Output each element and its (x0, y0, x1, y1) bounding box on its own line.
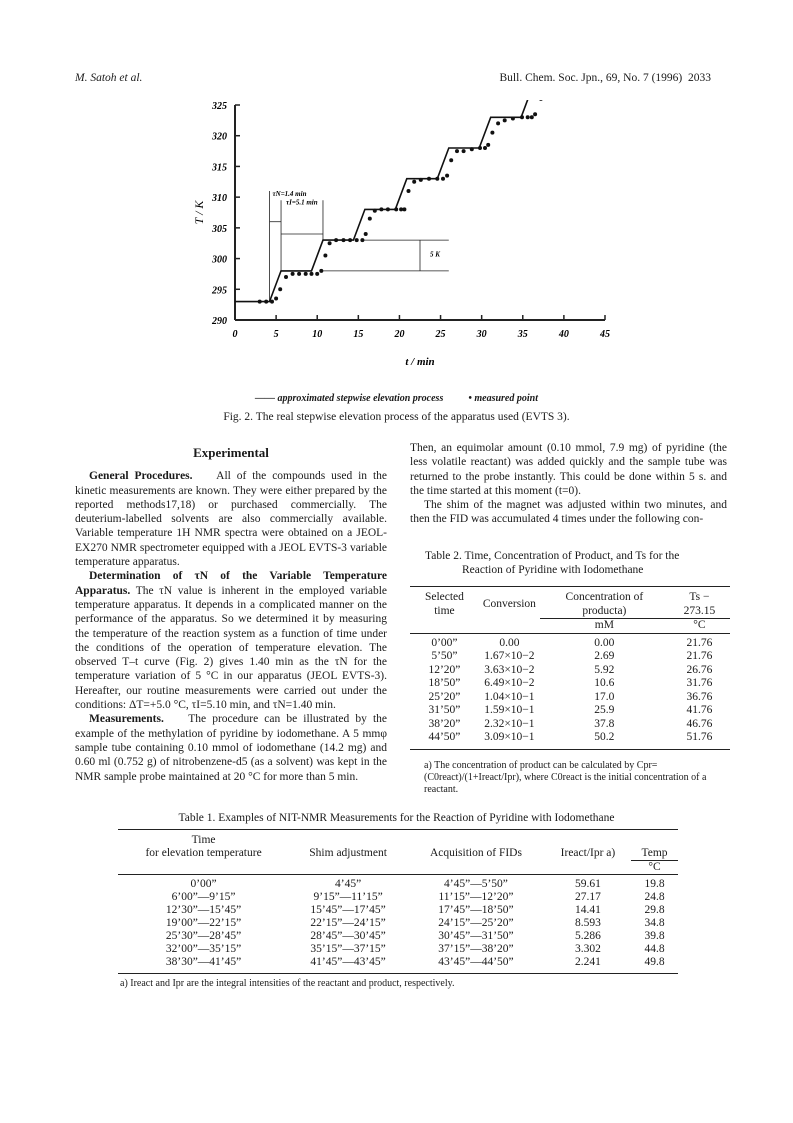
table1-cell: 39.8 (644, 929, 665, 942)
table1-cell: 14.41 (575, 903, 601, 916)
y-tick-label: 315 (212, 162, 227, 174)
y-tick-label: 305 (212, 223, 227, 235)
table2-caption (425, 549, 725, 577)
table2 (410, 586, 730, 796)
table2-cell: 3.63×10−2 (484, 663, 535, 676)
table2-cell: 31’50” (428, 704, 461, 716)
table2-cell: 18’50” (428, 677, 461, 689)
table1-cell: 41’45”—43’45” (310, 955, 386, 968)
table1 (118, 829, 678, 990)
x-tick-label: 35 (517, 329, 528, 340)
table1-cell: 8.593 (575, 916, 601, 929)
x-tick-label: 40 (558, 329, 569, 340)
table2-cell: 12’20” (428, 663, 461, 676)
x-tick-label: 15 (353, 329, 364, 340)
table1-cell: 9’15”—11’15” (313, 890, 383, 903)
table1-row (118, 904, 678, 917)
running-header-journal (500, 72, 711, 84)
measured-point (530, 115, 534, 119)
table2-row (410, 718, 730, 732)
table2-cell: 17.0 (594, 690, 615, 703)
table2-header-cell: Conversion (482, 598, 536, 610)
table1-footnote: a) Ireact and Ipr are the integral intensities of the reactant and product, respectively. (120, 977, 455, 989)
table1-cell: 4’45”—5’50” (444, 877, 508, 890)
table2-row (410, 633, 730, 650)
table1-cell: 37’15”—38’20” (438, 942, 514, 955)
table2-cell: 5.92 (594, 663, 615, 676)
y-tick-label: 320 (212, 131, 227, 143)
table1-cell: 44.8 (644, 942, 665, 955)
measured-point (360, 238, 364, 242)
measured-point (462, 149, 466, 153)
table1-cell: 5.286 (575, 929, 601, 942)
table1-header-time-2: for elevation temperature (145, 847, 262, 859)
table1-cell: 28’45”—30’45” (310, 929, 386, 942)
table2-cell: 1.04×10−1 (484, 690, 535, 703)
table2-footnote: a) The concentration of product can be calculated by Cpr=(C0react)/(1+Ireact/Ipr), where C0react is the initial concentration of a reactant. (424, 759, 707, 795)
table1-cell: 24’15”—25’20” (438, 916, 514, 929)
table2-cell: 6.49×10−2 (484, 677, 535, 689)
x-tick-label: 0 (232, 329, 238, 340)
table1-header-time-1: Time (191, 834, 216, 846)
measured-point (490, 131, 494, 135)
x-axis-label: t / min (405, 356, 435, 365)
table1-row (118, 956, 678, 969)
page-number: 2033 (688, 72, 711, 84)
table2-header-cell: Ts − 273.15 (683, 591, 716, 617)
table2-cell: 0.00 (594, 636, 615, 649)
table2-cell: 1.59×10−1 (484, 704, 535, 716)
measured-point (386, 207, 390, 211)
measured-point (445, 174, 449, 178)
measured-point (449, 158, 453, 162)
table2-cell: 25.9 (594, 704, 615, 716)
table2-cell: 41.76 (686, 704, 713, 716)
table1-unit-cell: °C (631, 860, 678, 874)
paragraph-head: Determination of τN of the Variable Temperature Apparatus. (75, 570, 387, 597)
measured-point (402, 207, 406, 211)
table1-unit-row (118, 860, 678, 874)
table1-header-fid: Acquisition of FIDs (429, 847, 522, 859)
table1-cell: 29.8 (644, 903, 665, 916)
table1-header-time (118, 830, 289, 861)
table1-cell: 25’30”—28’45” (165, 929, 242, 942)
right-column (410, 441, 727, 527)
table2-cell: 37.8 (594, 717, 615, 730)
x-tick-label: 45 (600, 329, 610, 340)
delta-label: 5 K (430, 250, 440, 259)
table1-cell: 22’15”—24’15” (310, 916, 386, 929)
measured-point (503, 118, 507, 122)
table1-cell: 6’00”—9’15” (171, 890, 236, 903)
measured-point (470, 147, 474, 151)
table1-header-row (118, 830, 678, 861)
paragraph-continued: Then, an equimolar amount (0.10 mmol, 7.9 mg) of pyridine (the less volatile reactant) was added quickly and the sample tube was returned to the probe instantly. This could be done within 5 s. and the time started at this moment (t=0). (410, 442, 727, 497)
paragraph-body: All of the compounds used in the kinetic measurements are known. They were either prepared by the reported methods17,18) or purchased commercially. The deuterium-labelled solvents are also commercially available. Variable temperature 1H NMR spectra were obtained on a JEOL-EX270 NMR spectrometer equipped with a JEOL EVTS-3 variable temperature apparatus. (75, 470, 387, 569)
x-tick-label: 25 (435, 329, 446, 340)
table2-header-row (410, 587, 730, 619)
measured-point (323, 254, 327, 258)
x-tick-label: 30 (476, 329, 487, 340)
measured-point (486, 143, 490, 147)
y-tick-label: 295 (212, 285, 227, 297)
table2-cell: 1.67×10−2 (484, 650, 535, 662)
legend-line-label: approximated stepwise elevation process (277, 393, 444, 404)
measured-point (419, 178, 423, 182)
table1-row (118, 930, 678, 943)
chart-annotations (270, 190, 449, 302)
table2-cell: 38’20” (428, 717, 461, 730)
measured-point (348, 238, 352, 242)
table2-header-cell: Selected time (424, 591, 464, 617)
table1-cell: 32’00”—35’15” (165, 942, 242, 955)
table1-cell: 35’15”—37’15” (310, 942, 386, 955)
table2-cell: 21.76 (686, 650, 713, 662)
figure-legend (0, 393, 793, 404)
measured-point (274, 297, 278, 301)
measured-point (394, 207, 398, 211)
table2-cell: 21.76 (686, 636, 713, 649)
table2-cell: 25’20” (428, 690, 461, 703)
measured-point (539, 97, 543, 101)
table1-cell: 17’45”—18’50” (438, 903, 514, 916)
table2-cell: 5’50” (431, 650, 458, 662)
measured-point (328, 241, 332, 245)
running-header-authors: M. Satoh et al. (75, 72, 143, 84)
table1-cell: 2.241 (575, 955, 601, 968)
table2-unit-cell: mM (540, 619, 669, 634)
table1-row (118, 917, 678, 930)
measured-point (526, 115, 530, 119)
table2-header-cell: Concentration of producta) (565, 591, 644, 617)
measured-point (373, 209, 377, 213)
measured-point (435, 177, 439, 181)
measured-point (364, 232, 368, 236)
table2-cell: 2.32×10−1 (484, 717, 535, 730)
measured-point (304, 272, 308, 276)
table2-cell: 31.76 (686, 677, 713, 689)
table1-cell: 30’45”—31’50” (438, 929, 514, 942)
table2-row (410, 677, 730, 691)
table1-cell: 34.8 (644, 916, 665, 929)
measured-point (258, 300, 262, 304)
measured-point (342, 238, 346, 242)
measured-point (441, 177, 445, 181)
measured-point (511, 117, 515, 121)
legend-line-swatch: —— (255, 393, 276, 404)
table1-row (118, 891, 678, 904)
measured-point (368, 217, 372, 221)
table2-row (410, 731, 730, 745)
figure-caption: Fig. 2. The real stepwise elevation process of the apparatus used (EVTS 3). (223, 411, 570, 423)
measured-point (478, 146, 482, 150)
table2-unit-cell: °C (669, 619, 730, 634)
tau-i-label: τI=5.1 min (286, 198, 318, 207)
y-tick-label: 290 (212, 316, 227, 327)
table1-caption: Table 1. Examples of NIT-NMR Measurements for the Reaction of Pyridine with Iodomethane (178, 812, 615, 824)
table1-cell: 11’15”—12’20” (438, 890, 514, 903)
table2-row (410, 664, 730, 678)
table1-cell: 15’45”—17’45” (310, 903, 386, 916)
table1-cell: 38’30”—41’45” (165, 955, 242, 968)
table1-header-ratio: Ireact/Ipr a) (560, 847, 616, 859)
measured-point (407, 189, 411, 193)
section-title: Experimental (193, 445, 269, 460)
table1-cell: 49.8 (644, 955, 665, 968)
temperature-time-chart (175, 90, 630, 365)
legend-point-swatch: • (468, 393, 472, 404)
table2-unit-row (410, 619, 730, 634)
table2-cell: 10.6 (594, 677, 615, 689)
table2-cell: 2.69 (594, 650, 615, 662)
paragraph-body: The procedure can be illustrated by the example of the methylation of pyridine by iodomethane. A 5 mmφ sample tube containing 0.10 mmol of iodomethane (14.2 mg) and 0.60 ml (0.752 g) of nitrobenzene-d5 (as a solvent) was kept in the NMR sample probe maintained at 20 °C for more than 5 min. (75, 713, 388, 783)
tau-n-label: τN=1.4 min (272, 189, 307, 198)
table1-cell: 19.8 (644, 877, 665, 890)
left-column (75, 446, 387, 784)
measured-point (291, 272, 295, 276)
table1-cell: 59.61 (575, 877, 601, 890)
y-tick-label: 310 (212, 193, 227, 205)
measured-point (545, 90, 549, 92)
table1-row (118, 874, 678, 891)
measured-point (334, 238, 338, 242)
measured-point (455, 149, 459, 153)
measured-point (355, 238, 359, 242)
table2-cell: 44’50” (428, 731, 461, 743)
table1-header-shim: Shim adjustment (309, 847, 387, 859)
table1-cell: 19’00”—22’15” (165, 916, 242, 929)
paragraph-shim: The shim of the magnet was adjusted within two minutes, and then the FID was accumulated 4 times under the following con- (410, 499, 727, 526)
table2-caption-line1: Table 2. Time, Concentration of Product, and Ts for the (425, 550, 680, 562)
paragraph-body: The τN value is inherent in the employed variable temperature apparatus. It depends in a complicated manner on the performance of the apparatus. So we determined it by measuring the temperature of the reaction system as a function of time under the conditions of the operation of temperature elevation. The observed T–t curve (Fig. 2) gives 1.40 min as the τN for the temperature variation of 5 °C in our apparatus (JEOL EVTS-3). Hereafter, our routine measurements were carried out under the conditions: ΔT=+5.0 °C, τI=5.10 min, and τN=1.40 min. (75, 584, 387, 712)
table2-cell: 0’00” (431, 636, 458, 649)
measured-point (315, 272, 319, 276)
table1-cell: 24.8 (644, 890, 665, 903)
paragraph-head: Measurements. (89, 713, 164, 726)
paragraph-head: General Procedures. (89, 470, 193, 483)
table2-cell: 50.2 (594, 731, 615, 743)
table1-cell: 3.302 (575, 942, 601, 955)
table2-row (410, 650, 730, 664)
measured-point (533, 112, 537, 116)
table1-cell: 4’45” (335, 877, 362, 890)
journal-citation: Bull. Chem. Soc. Jpn., 69, No. 7 (1996) (499, 72, 683, 84)
x-tick-label: 5 (273, 329, 279, 340)
table2-row (410, 691, 730, 705)
x-tick-label: 10 (312, 329, 323, 340)
table2-cell: 3.09×10−1 (484, 731, 535, 743)
chart-axes (192, 101, 610, 365)
paragraph-determination (75, 569, 387, 712)
table2-cell: 36.76 (686, 690, 713, 703)
measured-point (483, 146, 487, 150)
measured-point (427, 177, 431, 181)
table2-row (410, 704, 730, 718)
table1-header-temp: Temp (641, 846, 668, 859)
measured-point (319, 269, 323, 273)
table2-cell: 51.76 (686, 731, 713, 743)
table1-cell: 43’45”—44’50” (438, 955, 514, 968)
measured-point (284, 275, 288, 279)
measured-point (297, 272, 301, 276)
measured-point (270, 300, 274, 304)
paragraph-measurements (75, 712, 387, 783)
measured-point (264, 300, 268, 304)
legend-point-label: measured point (474, 393, 538, 404)
table2-cell: 0.00 (499, 636, 520, 649)
measured-point (412, 180, 416, 184)
table1-cell: 0’00” (190, 877, 217, 890)
table1-cell: 12’30”—15’45” (165, 903, 242, 916)
x-tick-label: 20 (394, 329, 405, 340)
measured-point (496, 121, 500, 125)
table2-caption-line2: Reaction of Pyridine with Iodomethane (462, 564, 644, 576)
measured-point (379, 207, 383, 211)
measured-point (310, 272, 314, 276)
table2-cell: 26.76 (686, 663, 713, 676)
measured-point (278, 287, 282, 291)
measured-point (520, 115, 524, 119)
table1-cell: 27.17 (575, 890, 601, 903)
table2-cell: 46.76 (686, 717, 713, 730)
y-tick-label: 325 (212, 101, 227, 112)
y-axis-label: T / K (192, 200, 206, 225)
y-tick-label: 300 (212, 254, 227, 266)
table1-row (118, 943, 678, 956)
paragraph-general (75, 469, 387, 569)
